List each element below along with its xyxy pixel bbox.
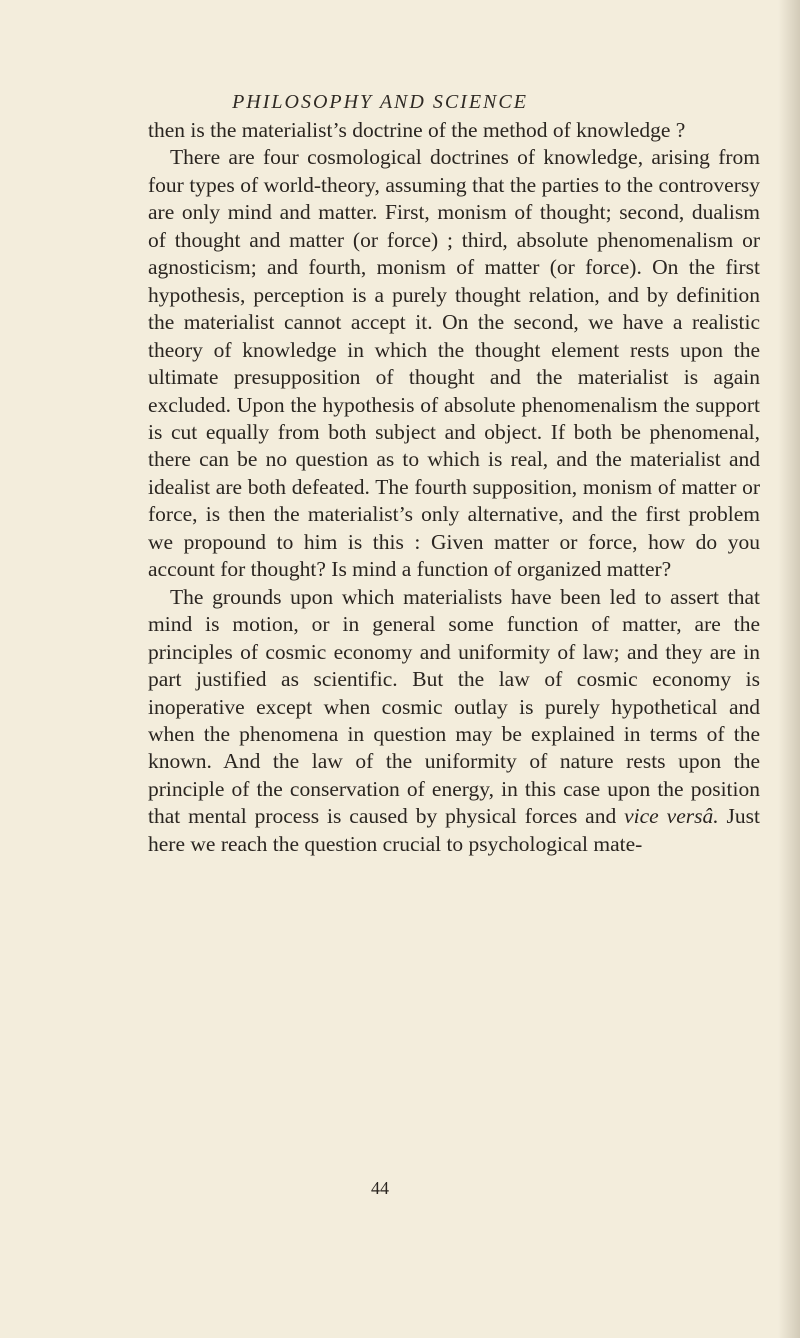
page-number: 44 [371, 1178, 389, 1198]
page-edge-shadow [778, 0, 800, 1338]
italic-phrase: vice versâ. [624, 804, 719, 829]
paragraph-2: There are four cosmological doctrines of knowledge, arising from four types of world-theory, assuming that the parties to the controversy are only mind and matter. First, monism of thought; second, dualism of thought and matter (or force) ; third, absolute phenomenalism or agnosticism; and fourth, monism of matter (or force). On the first hypothesis, perception is a purely thought relation, and by definition the materialist cannot accept it. On the second, we have a realistic theory of knowledge in which the thought element rests upon the ultimate presupposition of thought and the materialist is again excluded. Upon the hypothesis of absolute phenomenalism the support is cut equally from both subject and object. If both be phenomenal, there can be no question as to which is real, and the materialist and idealist are both defeated. The fourth supposition, monism of matter or force, is then the materialist’s only alternative, and the first problem we propound to him is this : Given matter or force, how do you account for thought? Is mind a function of organized matter? [148, 145, 760, 582]
paragraph-3-text-b: Just here we reach the question crucial to psychological mate- [148, 804, 760, 856]
running-head: PHILOSOPHY AND SCIENCE [232, 91, 528, 113]
paragraph-3-text-a: The grounds upon which materialists have been led to assert that mind is motion, or in general some function of matter, are the principles of cosmic economy and uniformity of law; and they are in part justified as scientific. But the law of cosmic economy is inoperative except when cosmic outlay is purely hypothetical and when the phenomena in question may be explained in terms of the known. And the law of the uniformity of nature rests upon the principle of the conservation of energy, in this case upon the position that mental process is caused by physical forces and [148, 584, 760, 829]
paragraph-3 [148, 584, 760, 859]
paragraph-1: then is the materialist’s doctrine of the method of knowledge ? [148, 118, 686, 142]
body-text [148, 117, 760, 858]
